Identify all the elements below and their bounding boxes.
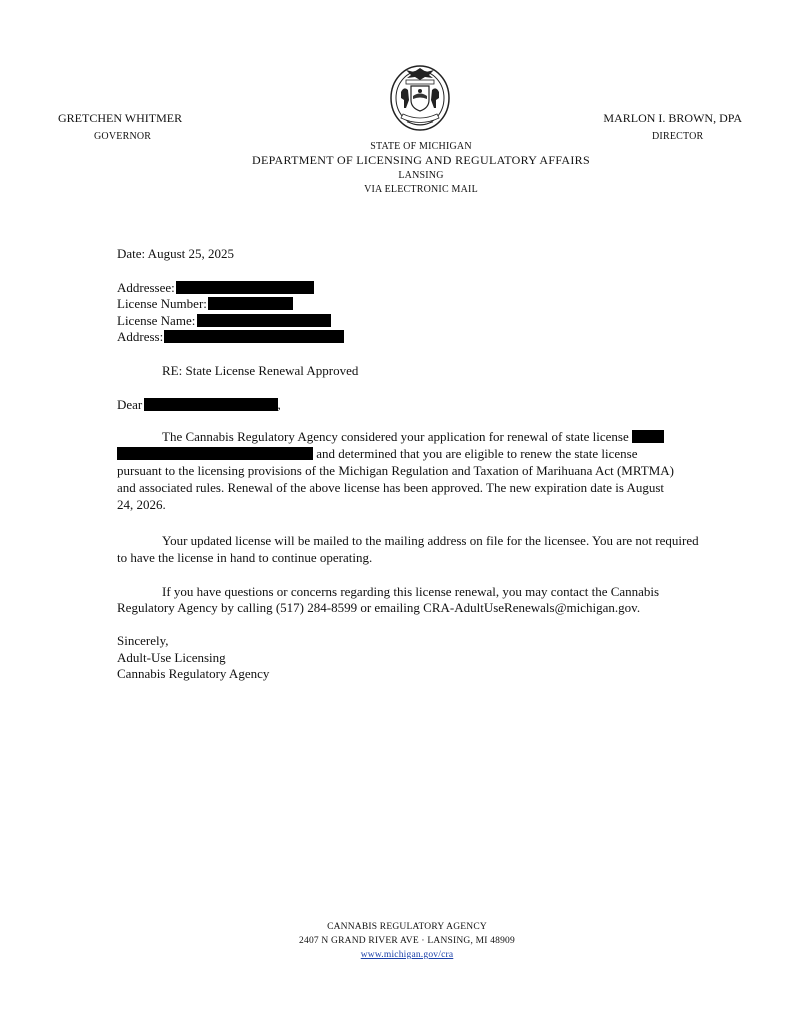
footer-website-link[interactable]: www.michigan.gov/cra xyxy=(360,950,454,960)
paragraph-1-text: The Cannabis Regulatory Agency considered your application for renewal of state license xyxy=(162,429,629,444)
paragraph-1-text: and determined that you are eligible to renew the state license xyxy=(316,446,638,461)
footer-address: 2407 N GRAND RIVER AVE · LANSING, MI 48909 xyxy=(299,936,515,946)
license-name-label: License Name: xyxy=(117,313,196,328)
redaction-block xyxy=(144,398,278,411)
paragraph-2-line-2: to have the license in hand to continue operating. xyxy=(117,550,373,565)
license-number-line xyxy=(117,296,293,312)
addressee-label: Addressee: xyxy=(117,280,175,295)
director-title: DIRECTOR xyxy=(652,131,704,142)
signature-line-2: Cannabis Regulatory Agency xyxy=(117,666,270,681)
redaction-block xyxy=(176,281,314,294)
paragraph-1-line-4: and associated rules. Renewal of the above license has been approved. The new expiration date is August xyxy=(117,480,665,495)
license-name-line xyxy=(117,313,331,329)
closing: Sincerely, xyxy=(117,633,169,648)
director-name: MARLON I. BROWN, DPA xyxy=(603,111,742,125)
address-line xyxy=(117,329,344,345)
redaction-block xyxy=(197,314,331,327)
paragraph-3-line-2: Regulatory Agency by calling (517) 284-8599 or emailing CRA-AdultUseRenewals@michigan.gov. xyxy=(117,600,641,615)
address-label: Address: xyxy=(117,329,164,344)
addressee-line xyxy=(117,280,314,296)
paragraph-1-line-2 xyxy=(117,446,638,462)
state-seal-icon xyxy=(389,62,451,132)
paragraph-2-line-1: Your updated license will be mailed to the mailing address on file for the licensee. You are not required xyxy=(162,533,699,548)
redaction-block xyxy=(632,430,664,443)
state-label: STATE OF MICHIGAN xyxy=(370,141,472,152)
license-number-label: License Number: xyxy=(117,296,207,311)
redaction-block xyxy=(117,447,313,460)
governor-name: GRETCHEN WHITMER xyxy=(58,111,183,125)
city-label: LANSING xyxy=(398,170,444,181)
paragraph-3-line-1: If you have questions or concerns regarding this license renewal, you may contact the Cannabis xyxy=(162,584,660,599)
salutation-punct: , xyxy=(277,397,281,412)
paragraph-1-line-5: 24, 2026. xyxy=(117,497,166,512)
footer-url-wrap xyxy=(0,950,796,960)
footer-agency: CANNABIS REGULATORY AGENCY xyxy=(327,922,487,932)
salutation xyxy=(117,397,281,413)
delivery-method: VIA ELECTRONIC MAIL xyxy=(364,184,478,195)
signature-line-1: Adult-Use Licensing xyxy=(117,650,226,665)
redaction-block xyxy=(208,297,293,310)
redaction-block xyxy=(164,330,344,343)
department-name: DEPARTMENT OF LICENSING AND REGULATORY AFFAIRS xyxy=(252,153,590,167)
paragraph-1-line-3: pursuant to the licensing provisions of the Michigan Regulation and Taxation of Marihuana Act (MRTMA) xyxy=(117,463,674,478)
subject-line: RE: State License Renewal Approved xyxy=(162,363,359,378)
salutation-text: Dear xyxy=(117,397,143,412)
governor-title: GOVERNOR xyxy=(94,131,152,142)
paragraph-1-line-1 xyxy=(162,429,664,445)
letter-date: Date: August 25, 2025 xyxy=(117,246,234,261)
